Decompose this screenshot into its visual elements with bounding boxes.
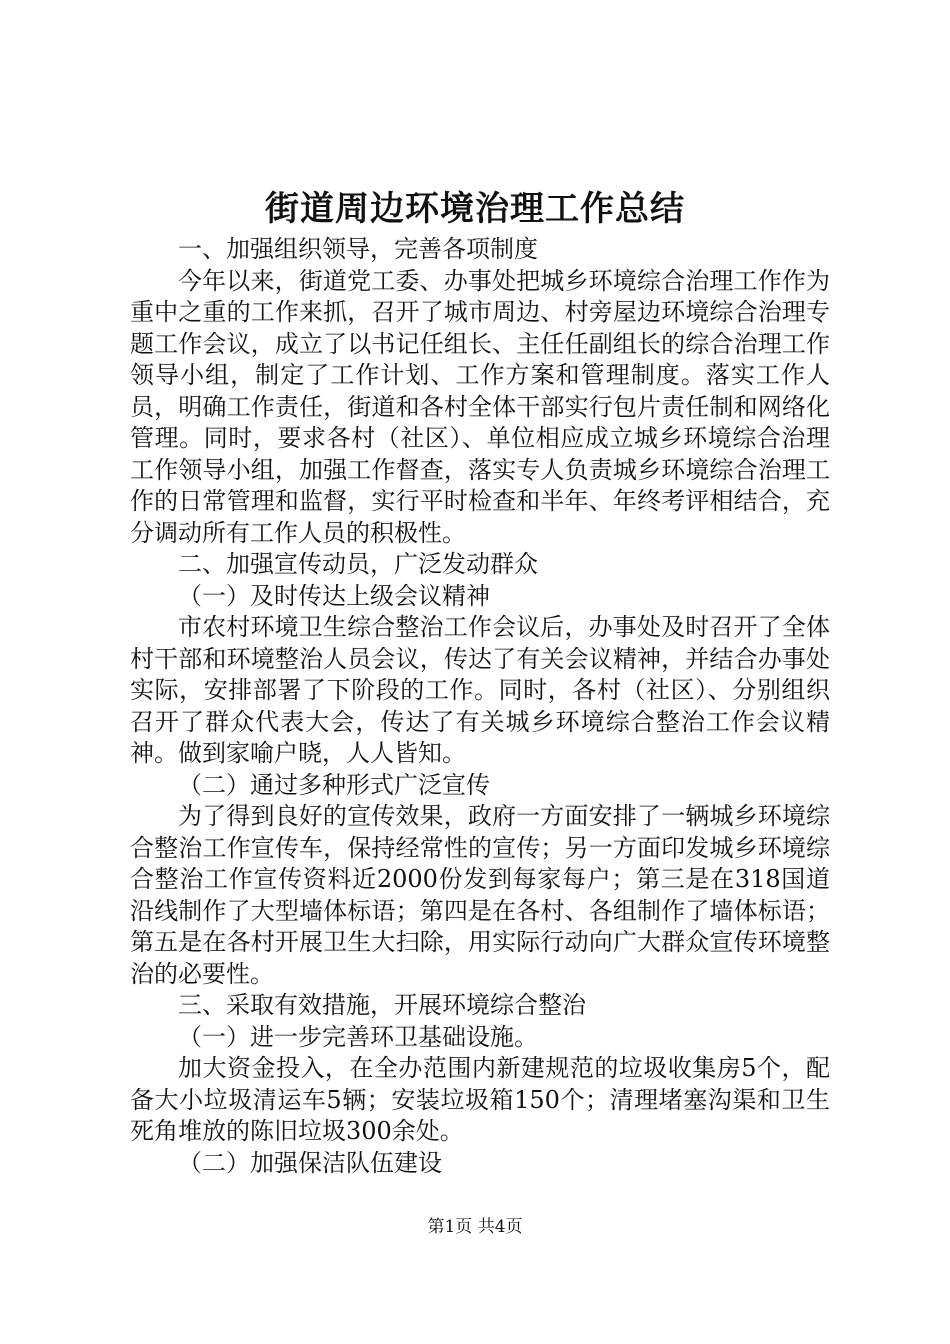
section-heading-1: 一、加强组织领导，完善各项制度: [178, 235, 538, 263]
body-paragraph-1: 今年以来，街道党工委、办事处把城乡环境综合治理工作作为重中之重的工作来抓，召开了城市周边、村旁屋边环境综合治理专题工作会议，成立了以书记任组长、主任任副组长的综合治理工作领导小组，制定了工作计划、工作方案和管理制度。落实工作人员，明确工作责任，街道和各村全体干部实行包片责任制和网络化管理。同时，要求各村（社区）、单位相应成立城乡环境综合治理工作领导小组，加强工作督查，落实专人负责城乡环境综合治理工作的日常管理和监督，实行平时检查和半年、年终考评相结合，充分调动所有工作人员的积极性。: [130, 266, 830, 547]
subsection-heading-2-2: （二）通过多种形式广泛宣传: [178, 770, 490, 799]
body-paragraph-2: 市农村环境卫生综合整治工作会议后，办事处及时召开了全体村干部和环境整治人员会议，传达了有关会议精神，并结合办事处实际，安排部署了下阶段的工作。同时，各村（社区）、分别组织召开了群众代表大会，传达了有关城乡环境综合整治工作会议精神。做到家喻户晓，人人皆知。: [130, 613, 830, 767]
document-title: 街道周边环境治理工作总结: [265, 189, 685, 229]
body-paragraph-4: 加大资金投入，在全办范围内新建规范的垃圾收集房5个，配备大小垃圾清运车5辆；安装垃圾箱150个；清理堵塞沟渠和卫生死角堆放的陈旧垃圾300余处。: [130, 1054, 830, 1145]
subsection-heading-3-2: （二）加强保洁队伍建设: [178, 1148, 442, 1177]
subsection-heading-2-1: （一）及时传达上级会议精神: [178, 581, 490, 610]
body-paragraph-3: 为了得到良好的宣传效果，政府一方面安排了一辆城乡环境综合整治工作宣传车，保持经常性的宣传；另一方面印发城乡环境综合整治工作宣传资料近2000份发到每家每户；第三是在318国道沿线制作了大型墙体标语；第四是在各村、各组制作了墙体标语；第五是在各村开展卫生大扫除，用实际行动向广大群众宣传环境整治的必要性。: [130, 802, 830, 988]
page-number-footer: 第1页 共4页: [427, 1217, 523, 1237]
section-heading-3: 三、采取有效措施，开展环境综合整治: [178, 991, 586, 1019]
section-heading-2: 二、加强宣传动员，广泛发动群众: [178, 550, 538, 578]
subsection-heading-3-1: （一）进一步完善环卫基础设施。: [178, 1022, 538, 1051]
document-body: [130, 234, 830, 1179]
